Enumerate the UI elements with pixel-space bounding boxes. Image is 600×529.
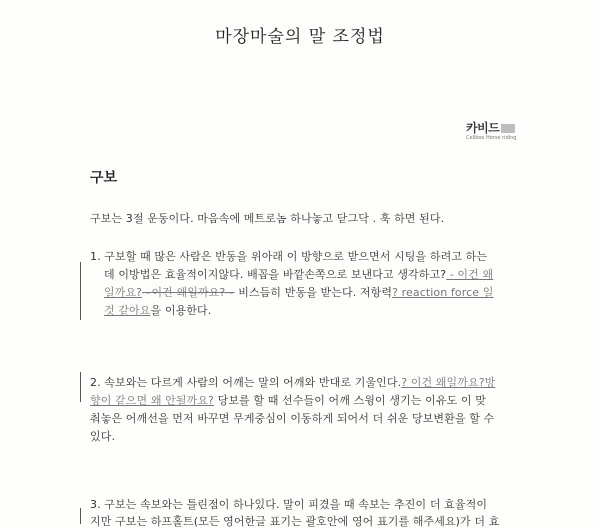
logo-subtext: Cellbox Horse riding — [466, 135, 517, 141]
p1-line2-text: 데 이방법은 효율적이지않다. 배꼽을 바깥손쪽으로 보낸다고 생각하고? — [104, 268, 447, 281]
p2-line2-text: 당보를 할 때 선수들이 어깨 스윙이 생기는 이유도 이 맞 — [214, 394, 486, 407]
logo-text: 카비드 — [466, 121, 500, 135]
p2-line1-text: 2. 속보와는 다르게 사람의 어깨는 말의 어깨와 반대로 기울인다. — [90, 376, 402, 389]
p3-line2: 지만 구보는 하프홀트(모든 영어한글 표기는 괄호안에 영어 표기를 해주세요)가 더 효 — [90, 515, 500, 528]
p2-line2-note: 향이 같으면 왜 안될까요? — [90, 394, 214, 407]
document-title: 마장마술의 말 조정법 — [215, 27, 385, 47]
p1-line3 — [104, 284, 493, 300]
p1-line2 — [104, 266, 493, 282]
p2-line3: 춰놓은 어깨선을 먼저 바꾸면 무게중심이 이동하게 되어서 더 쉬운 당보변환을 할 수 — [90, 412, 495, 425]
p1-line3-text: 비스듬히 반동을 받는다. 저항력 — [234, 286, 393, 299]
margin-bar-p1 — [80, 262, 81, 320]
section-heading: 구보 — [90, 170, 118, 186]
p1-line3-note: 일까요? — [104, 286, 143, 299]
margin-bar-p2 — [80, 372, 81, 402]
p1-line3-note2: ? reaction force 일 — [392, 286, 494, 299]
p1-line4-note: 것 같아요 — [104, 304, 151, 317]
margin-bar-p3 — [80, 508, 81, 524]
logo — [466, 119, 515, 136]
logo-mark — [501, 124, 515, 133]
intro-text: 구보는 3절 운동이다. 마음속에 메트로놈 하나놓고 닫그닥 . 훅 하면 된다. — [90, 212, 445, 225]
p2-line4: 있다. — [90, 430, 116, 443]
p1-line1: 1. 구보할 때 많은 사람은 반동을 위아래 이 방향으로 받으면서 시팅을 하려고 하는 — [90, 250, 488, 263]
p2-line1 — [90, 374, 495, 390]
p3-line1: 3. 구보는 속보와는 틀린점이 하나있다. 말이 피겼을 때 속보는 추진이 더 효율적이 — [90, 498, 488, 511]
p2-line2 — [90, 392, 486, 408]
p2-line1-note: ? 이건 왜일까요?방 — [401, 376, 496, 389]
p1-line4 — [104, 302, 211, 318]
p1-line4-text: 을 이용한다. — [150, 304, 212, 317]
p1-line3-struck: ~이건 왜일까요?~ — [142, 286, 235, 299]
p1-line2-note: - 이건 왜 — [446, 268, 494, 281]
